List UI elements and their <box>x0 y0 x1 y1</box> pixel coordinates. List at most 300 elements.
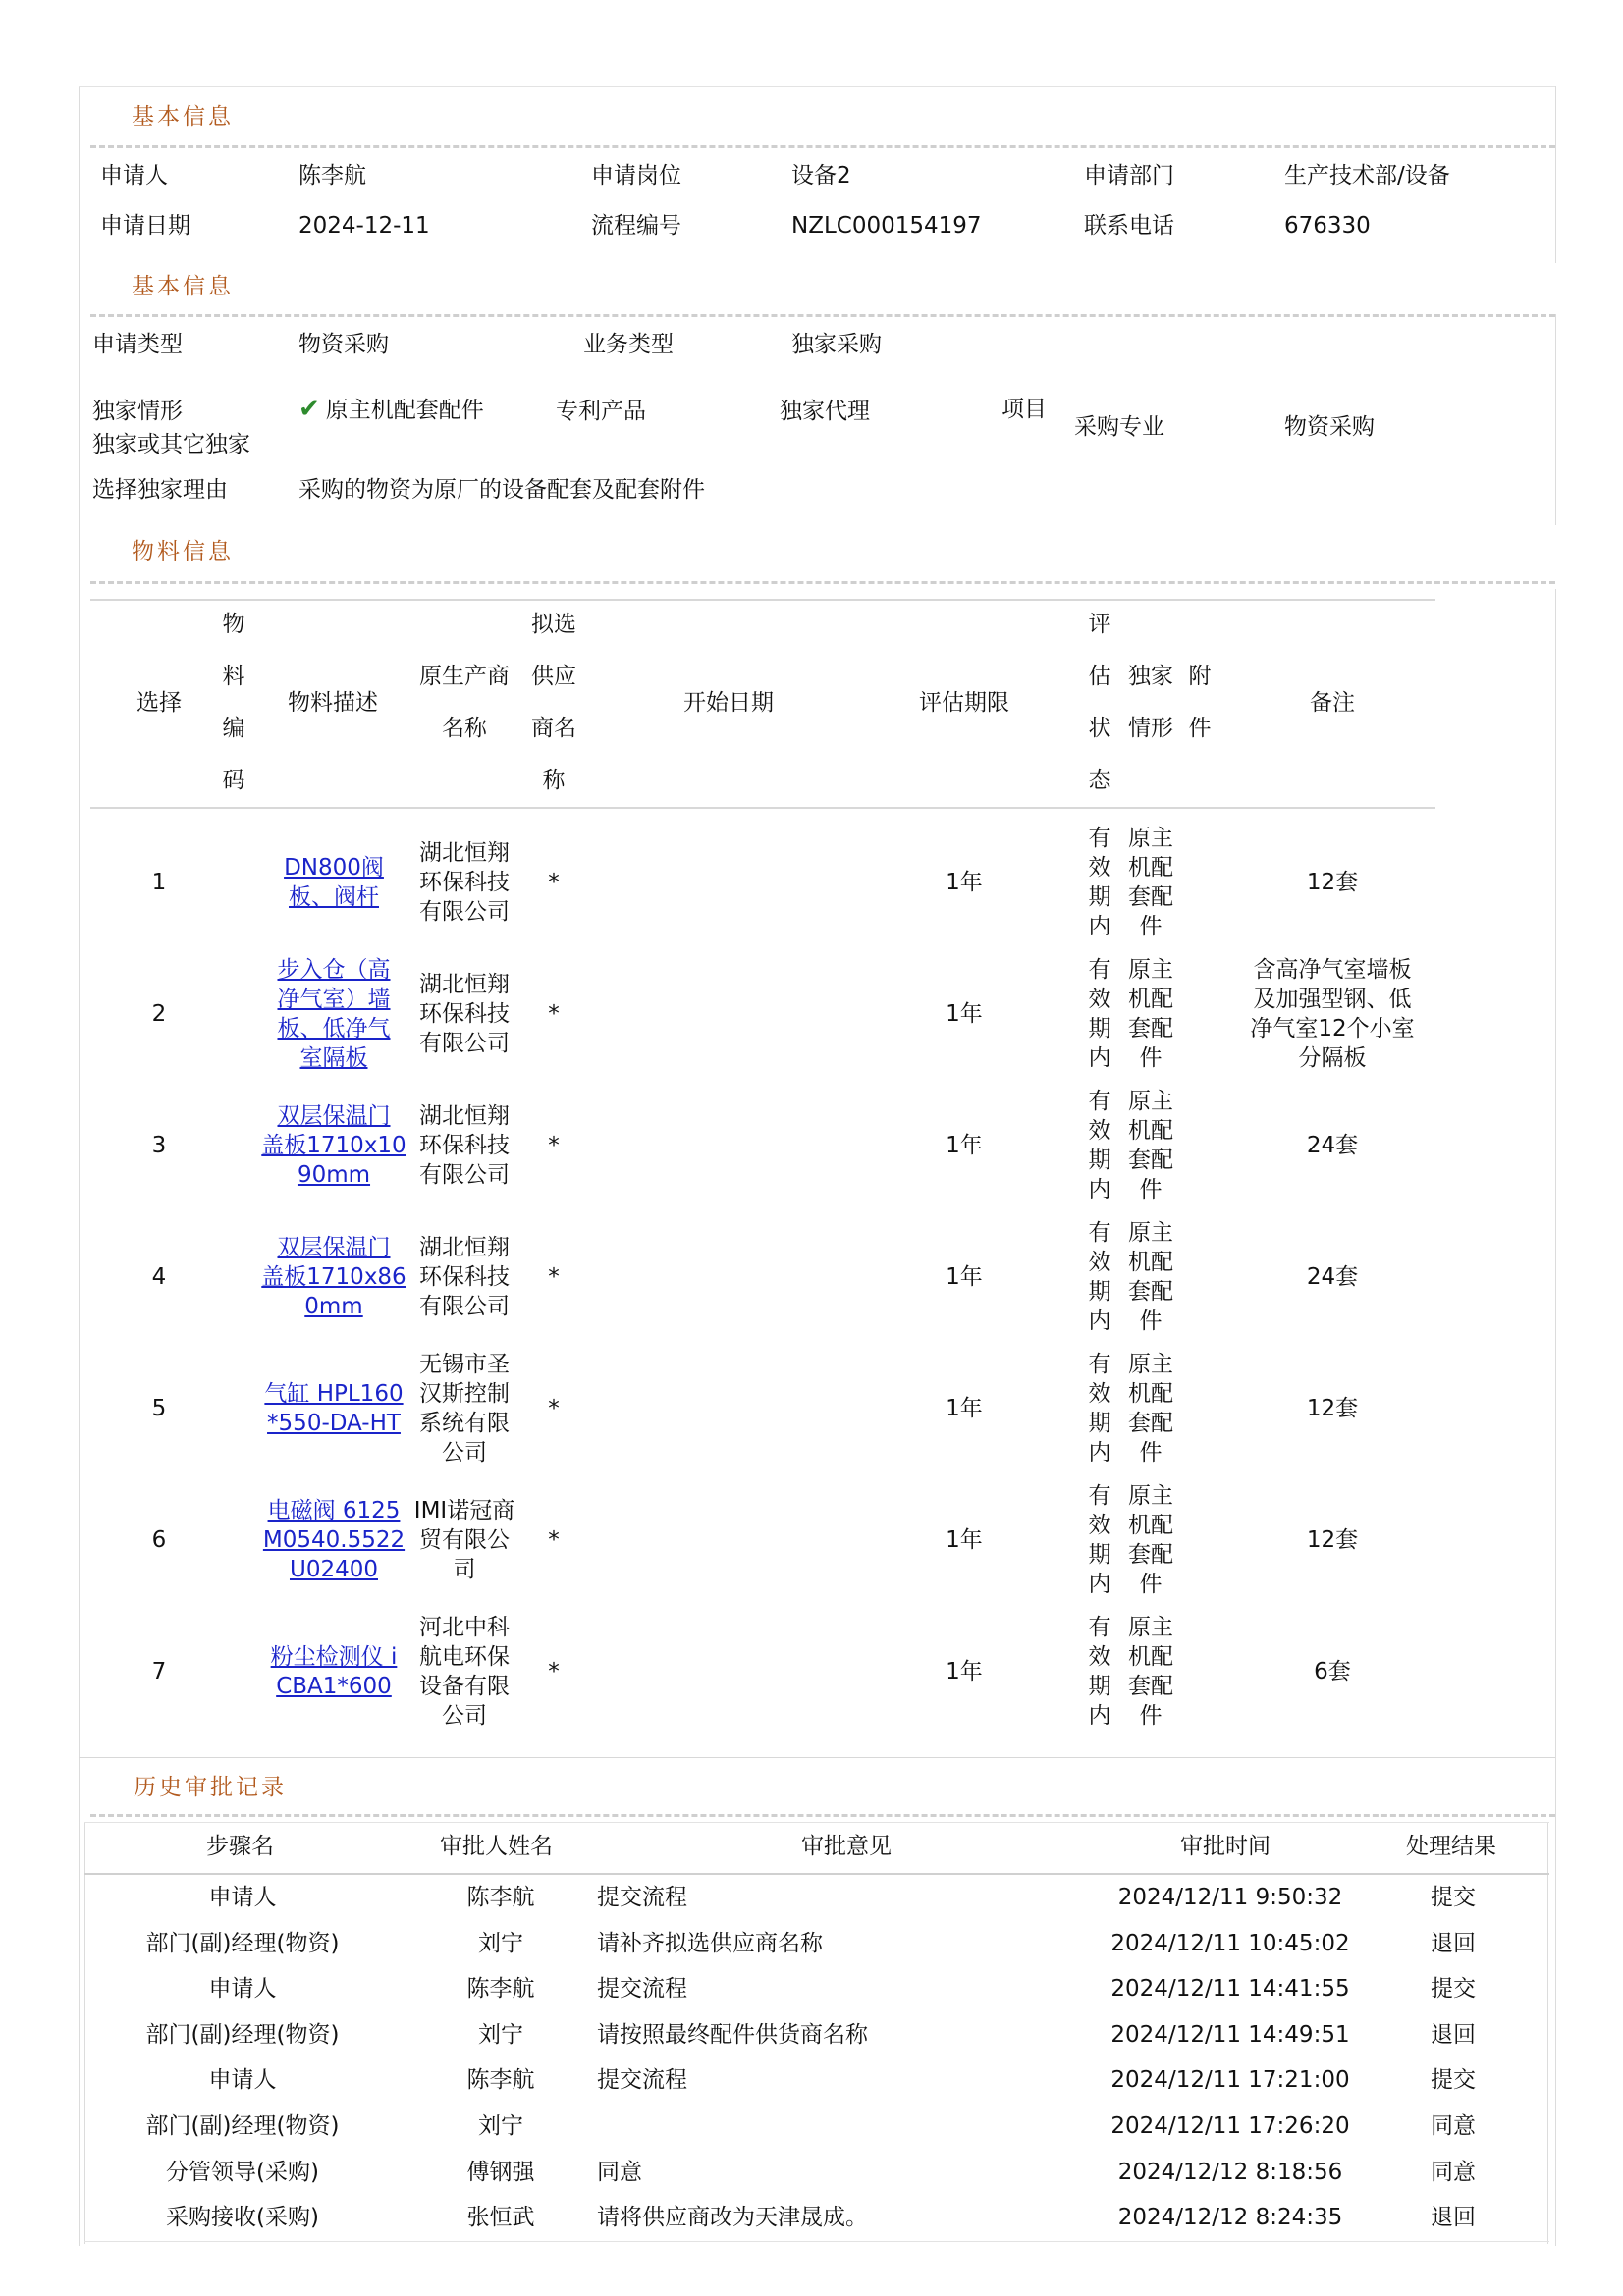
apply-type-label: 申请类型 <box>92 332 183 357</box>
row-number-line: 2 <box>151 1001 167 1027</box>
history-step: 申请人 <box>208 2067 277 2094</box>
sole-option-oem[interactable] <box>298 395 484 425</box>
material-description-link-line[interactable]: M0540.5522 <box>262 1527 406 1553</box>
sole-source-type <box>1121 955 1180 1073</box>
remark-line: 12套 <box>1306 1396 1359 1421</box>
header-supplier-line: 商名 <box>531 716 576 741</box>
history-step: 采购接收(采购) <box>166 2205 319 2231</box>
sole-source-type-line: 套配 <box>1128 1279 1173 1305</box>
evaluation-status-line: 有 <box>1088 826 1111 851</box>
history-header-name: 审批人姓名 <box>440 1834 553 1859</box>
sole-source-type-line: 原主 <box>1128 1352 1173 1377</box>
header-status-line: 估 <box>1088 664 1111 689</box>
sole-source-type <box>1121 1350 1180 1468</box>
evaluation-status-line: 期 <box>1088 1279 1111 1305</box>
row-number-line: 1 <box>151 870 167 895</box>
sole-source-type-line: 套配 <box>1128 1148 1173 1173</box>
history-table-right <box>1547 1822 1548 2244</box>
header-supplier-line: 供应 <box>531 664 576 689</box>
maker-name-line: 汉斯控制 <box>419 1381 510 1407</box>
evaluation-status <box>1080 1613 1119 1731</box>
maker-name <box>410 1350 518 1468</box>
header-code-line: 料 <box>222 664 245 689</box>
row-number <box>110 868 208 897</box>
dept-label: 申请部门 <box>1084 163 1174 188</box>
material-description-link-line[interactable]: CBA1*600 <box>276 1674 392 1699</box>
sole-source-type-line: 套配 <box>1128 1542 1173 1568</box>
supplier-name-line: * <box>548 1001 560 1027</box>
evaluation-status-line: 内 <box>1088 1440 1111 1466</box>
maker-name-line: 有限公司 <box>419 1162 510 1188</box>
section-divider <box>90 1814 1555 1817</box>
history-step: 申请人 <box>208 1885 277 1910</box>
table-row <box>90 1606 1435 1737</box>
history-opinion: 请补齐拟选供应商名称 <box>597 1930 823 1956</box>
frame-right-border-2 <box>1555 314 1556 525</box>
sole-source-type-line: 机配 <box>1128 1118 1173 1144</box>
history-opinion: 提交流程 <box>597 1885 687 1910</box>
material-description-link-line[interactable]: 0mm <box>304 1294 363 1319</box>
table-row <box>90 1080 1435 1211</box>
sole-source-type-line: 机配 <box>1128 855 1173 881</box>
supplier-name <box>522 1131 585 1160</box>
material-description-link-line[interactable]: 板、低净气 <box>277 1016 391 1041</box>
evaluation-period <box>876 999 1053 1029</box>
evaluation-status-line: 期 <box>1088 884 1111 910</box>
sole-option-item[interactable]: 项目 <box>1001 397 1047 422</box>
evaluation-status-line: 内 <box>1088 1703 1111 1729</box>
header-maker-line: 名称 <box>442 716 487 741</box>
maker-name <box>410 970 518 1058</box>
sole-source-type-line: 机配 <box>1128 987 1173 1012</box>
history-name: 陈李航 <box>466 2067 535 2094</box>
remark-line: 12套 <box>1306 870 1359 895</box>
evaluation-status-line: 效 <box>1088 1644 1111 1670</box>
sole-source-type-line: 原主 <box>1128 1615 1173 1640</box>
maker-name-line: 湖北恒翔 <box>419 840 510 866</box>
sole-source-type-line: 机配 <box>1128 1381 1173 1407</box>
material-description-link-line[interactable]: *550-DA-HT <box>267 1411 401 1436</box>
major-label: 采购专业 <box>1074 414 1164 440</box>
evaluation-status-line: 有 <box>1088 1483 1111 1509</box>
sole-source-type-line: 机配 <box>1128 1513 1173 1538</box>
evaluation-status-line: 效 <box>1088 1250 1111 1275</box>
history-step: 部门(副)经理(物资) <box>145 2021 340 2048</box>
flow-value: NZLC000154197 <box>791 213 982 239</box>
remark <box>1229 955 1435 1073</box>
evaluation-status-line: 内 <box>1088 1177 1111 1202</box>
frame-right-border <box>1555 86 1556 263</box>
header-maker-line: 原生产商 <box>419 664 510 689</box>
evaluation-status-line: 期 <box>1088 1148 1111 1173</box>
row-number-line: 5 <box>151 1396 167 1421</box>
phone-value: 676330 <box>1284 213 1371 239</box>
history-time: 2024/12/12 8:18:56 <box>1117 2159 1343 2185</box>
sole-label: 独家情形 <box>92 399 183 424</box>
history-result: 同意 <box>1431 2113 1476 2139</box>
material-description-link-line[interactable]: 步入仓（高 <box>277 957 391 983</box>
history-time: 2024/12/11 14:41:55 <box>1110 1976 1350 2002</box>
history-time: 2024/12/12 8:24:35 <box>1117 2205 1343 2231</box>
sole-source-type-line: 机配 <box>1128 1250 1173 1275</box>
section-divider <box>90 581 1555 584</box>
reason-value: 采购的物资为原厂的设备配套及配套附件 <box>298 477 705 503</box>
row-number <box>110 1657 208 1686</box>
header-attach-line: 附 <box>1188 664 1212 689</box>
supplier-name-line: * <box>548 870 560 895</box>
material-description-link-line[interactable]: 双层保温门 <box>277 1235 391 1260</box>
maker-name-line: 环保科技 <box>419 1264 510 1290</box>
maker-name <box>410 838 518 927</box>
history-step: 部门(副)经理(物资) <box>145 2113 340 2139</box>
applicant-label: 申请人 <box>100 163 168 188</box>
sole-source-type-line: 件 <box>1139 1703 1163 1729</box>
evaluation-period <box>876 1525 1053 1555</box>
material-description-link-line[interactable]: 电磁阀 6125 <box>267 1498 401 1523</box>
row-number <box>110 1262 208 1292</box>
frame-right-border-3 <box>1555 589 1556 1757</box>
evaluation-period <box>876 1657 1053 1686</box>
history-result: 同意 <box>1431 2159 1476 2185</box>
history-table-top <box>84 1822 1549 1823</box>
sole-source-type-line: 原主 <box>1128 1483 1173 1509</box>
remark-line: 24套 <box>1306 1264 1359 1290</box>
evaluation-status-line: 期 <box>1088 1542 1111 1568</box>
maker-name-line: 贸有限公 <box>419 1527 510 1553</box>
supplier-name <box>522 868 585 897</box>
table-row <box>90 817 1435 948</box>
sole-source-type-line: 件 <box>1139 1045 1163 1071</box>
biz-type-label: 业务类型 <box>583 332 674 357</box>
frame-left-border <box>79 86 80 2246</box>
maker-name <box>410 1496 518 1584</box>
evaluation-status <box>1080 1087 1119 1204</box>
supplier-name-line: * <box>548 1264 560 1290</box>
material-description-link[interactable] <box>259 955 408 1073</box>
material-description-link-line[interactable]: 室隔板 <box>299 1045 368 1071</box>
remark <box>1229 1131 1435 1160</box>
table-row <box>90 1474 1435 1606</box>
sole-source-type-line: 套配 <box>1128 1016 1173 1041</box>
remark <box>1229 1525 1435 1555</box>
evaluation-status-line: 效 <box>1088 1513 1111 1538</box>
material-description-link[interactable] <box>259 1496 408 1584</box>
remark-line: 24套 <box>1306 1133 1359 1158</box>
history-row <box>84 1974 1547 2020</box>
header-status-line: 状 <box>1088 716 1111 741</box>
material-description-link[interactable] <box>259 1642 408 1701</box>
evaluation-period-line: 1年 <box>946 1659 983 1684</box>
material-description-link[interactable] <box>259 1233 408 1321</box>
maker-name-line: 湖北恒翔 <box>419 1235 510 1260</box>
section-title-materials: 物料信息 <box>132 539 234 564</box>
evaluation-period <box>876 1262 1053 1292</box>
evaluation-status-line: 效 <box>1088 1118 1111 1144</box>
major-value: 物资采购 <box>1284 414 1375 440</box>
header-code-line: 码 <box>222 768 245 793</box>
evaluation-status-line: 内 <box>1088 1308 1111 1334</box>
history-row <box>84 2065 1547 2111</box>
post-value: 设备2 <box>791 163 851 188</box>
history-result: 提交 <box>1431 1885 1476 1910</box>
evaluation-status <box>1080 1218 1119 1336</box>
header-code-line: 物 <box>222 612 245 637</box>
header-remark: 备注 <box>1310 690 1355 716</box>
maker-name-line: 司 <box>453 1557 476 1582</box>
sole-option-patent[interactable]: 专利产品 <box>556 399 646 424</box>
table-row <box>90 1343 1435 1474</box>
sole-option-oem-label: 原主机配套配件 <box>325 398 484 423</box>
maker-name-line: 公司 <box>442 1703 487 1729</box>
material-description-link-line[interactable]: 板、阀杆 <box>289 884 379 910</box>
materials-table <box>90 599 1435 1747</box>
sole-option-agent[interactable]: 独家代理 <box>780 399 870 424</box>
history-result: 提交 <box>1431 1976 1476 2002</box>
evaluation-status-line: 内 <box>1088 1045 1111 1071</box>
evaluation-status <box>1080 1481 1119 1599</box>
material-description-link[interactable] <box>259 853 408 912</box>
history-time: 2024/12/11 17:26:20 <box>1110 2113 1350 2139</box>
evaluation-status-line: 内 <box>1088 914 1111 939</box>
header-status-line: 态 <box>1088 768 1111 793</box>
row-number-line: 3 <box>151 1133 167 1158</box>
history-name: 傅钢强 <box>466 2159 535 2185</box>
maker-name-line: 环保科技 <box>419 1133 510 1158</box>
evaluation-status-line: 有 <box>1088 1220 1111 1246</box>
apply-type-value: 物资采购 <box>298 332 389 357</box>
row-number <box>110 999 208 1029</box>
sole-source-type <box>1121 1218 1180 1336</box>
maker-name-line: 有限公司 <box>419 899 510 925</box>
material-description-link-line[interactable]: 净气室）墙 <box>277 987 391 1012</box>
history-header-step: 步骤名 <box>206 1834 274 1859</box>
material-description-link[interactable] <box>259 1101 408 1190</box>
history-result: 提交 <box>1431 2067 1476 2094</box>
history-time: 2024/12/11 17:21:00 <box>1110 2067 1350 2094</box>
evaluation-period-line: 1年 <box>946 1527 983 1553</box>
maker-name-line: 航电环保 <box>419 1644 510 1670</box>
evaluation-status-line: 有 <box>1088 1352 1111 1377</box>
material-description-link-line[interactable]: 盖板1710x10 <box>261 1133 406 1158</box>
history-header-time: 审批时间 <box>1180 1834 1271 1859</box>
evaluation-status-line: 有 <box>1088 1089 1111 1114</box>
reason-label: 选择独家理由 <box>92 477 228 503</box>
history-table-bottom <box>84 2241 1549 2242</box>
evaluation-status-line: 效 <box>1088 987 1111 1012</box>
history-name: 陈李航 <box>466 1885 535 1910</box>
evaluation-status-line: 效 <box>1088 1381 1111 1407</box>
header-supplier-line: 拟选 <box>531 612 576 637</box>
material-description-link[interactable] <box>259 1379 408 1438</box>
sole-source-type-line: 机配 <box>1128 1644 1173 1670</box>
supplier-name-line: * <box>548 1527 560 1553</box>
evaluation-status <box>1080 1350 1119 1468</box>
row-number <box>110 1131 208 1160</box>
history-opinion: 提交流程 <box>597 2067 687 2094</box>
history-step: 申请人 <box>208 1976 277 2002</box>
material-description-link-line[interactable]: DN800阀 <box>284 855 384 881</box>
frame-top-border <box>79 86 1555 87</box>
history-name: 陈李航 <box>466 1976 535 2002</box>
material-description-link-line[interactable]: 气缸 HPL160 <box>264 1381 404 1407</box>
remark-line: 12套 <box>1306 1527 1359 1553</box>
history-time: 2024/12/11 9:50:32 <box>1117 1885 1343 1910</box>
evaluation-period <box>876 1131 1053 1160</box>
section-divider <box>90 145 1555 148</box>
history-opinion: 请将供应商改为天津晟成。 <box>597 2205 868 2231</box>
biz-type-value: 独家采购 <box>791 332 882 357</box>
evaluation-status-line: 期 <box>1088 1411 1111 1436</box>
header-sole-line: 情形 <box>1128 716 1173 741</box>
maker-name-line: 有限公司 <box>419 1294 510 1319</box>
history-opinion: 同意 <box>597 2159 642 2185</box>
history-step: 部门(副)经理(物资) <box>145 1930 340 1956</box>
history-header-bottom <box>84 1873 1549 1875</box>
row-number <box>110 1394 208 1423</box>
history-result: 退回 <box>1431 2021 1476 2048</box>
sole-source-type <box>1121 1613 1180 1731</box>
history-header-opinion: 审批意见 <box>801 1834 892 1859</box>
material-description-link-line[interactable]: 粉尘检测仪 i <box>270 1644 398 1670</box>
history-name: 刘宁 <box>478 1930 523 1956</box>
row-number-line: 4 <box>151 1264 167 1290</box>
sole-source-type-line: 套配 <box>1128 1411 1173 1436</box>
evaluation-status-line: 期 <box>1088 1016 1111 1041</box>
history-opinion: 提交流程 <box>597 1976 687 2002</box>
maker-name-line: 设备有限 <box>419 1674 510 1699</box>
supplier-name <box>522 1525 585 1555</box>
post-label: 申请岗位 <box>591 163 681 188</box>
header-sole-line: 独家 <box>1128 664 1173 689</box>
maker-name-line: IMI诺冠商 <box>413 1498 515 1523</box>
supplier-name-line: * <box>548 1659 560 1684</box>
evaluation-status-line: 有 <box>1088 957 1111 983</box>
applicant-value: 陈李航 <box>298 163 366 188</box>
header-start-date: 开始日期 <box>683 690 774 716</box>
evaluation-status-line: 期 <box>1088 1674 1111 1699</box>
maker-name <box>410 1613 518 1731</box>
table-header-bottom-border <box>90 807 1435 809</box>
history-result: 退回 <box>1431 1930 1476 1956</box>
maker-name-line: 有限公司 <box>419 1031 510 1056</box>
remark <box>1229 868 1435 897</box>
evaluation-period-line: 1年 <box>946 870 983 895</box>
header-attach-line: 件 <box>1188 716 1212 741</box>
date-value: 2024-12-11 <box>298 213 430 239</box>
remark-line: 净气室12个小室 <box>1250 1016 1415 1041</box>
sole-source-type <box>1121 1087 1180 1204</box>
sole-source-type-line: 件 <box>1139 1308 1163 1334</box>
maker-name-line: 河北中科 <box>419 1615 510 1640</box>
header-period: 评估期限 <box>919 690 1009 716</box>
sole-source-type-line: 原主 <box>1128 826 1173 851</box>
sole-source-type-line: 件 <box>1139 1572 1163 1597</box>
evaluation-period-line: 1年 <box>946 1396 983 1421</box>
history-step: 分管领导(采购) <box>166 2159 319 2185</box>
header-code-line: 编 <box>222 716 245 741</box>
sole-source-type <box>1121 1481 1180 1599</box>
evaluation-period-line: 1年 <box>946 1001 983 1027</box>
remark <box>1229 1262 1435 1292</box>
maker-name-line: 系统有限 <box>419 1411 510 1436</box>
evaluation-period <box>876 868 1053 897</box>
evaluation-status-line: 效 <box>1088 855 1111 881</box>
row-number <box>110 1525 208 1555</box>
material-description-link-line[interactable]: 90mm <box>297 1162 371 1188</box>
section-title-history: 历史审批记录 <box>134 1775 287 1800</box>
section-title-basic-info: 基本信息 <box>132 104 234 130</box>
row-number-line: 6 <box>151 1527 167 1553</box>
date-label: 申请日期 <box>100 213 190 239</box>
materials-bottom-border <box>79 1757 1555 1758</box>
history-name: 刘宁 <box>478 2113 523 2139</box>
header-select: 选择 <box>136 690 182 716</box>
sole-source-type-line: 套配 <box>1128 884 1173 910</box>
evaluation-status <box>1080 955 1119 1073</box>
history-time: 2024/12/11 10:45:02 <box>1110 1930 1350 1956</box>
history-time: 2024/12/11 14:49:51 <box>1110 2021 1350 2048</box>
maker-name-line: 环保科技 <box>419 870 510 895</box>
remark-line: 及加强型钢、低 <box>1253 987 1412 1012</box>
supplier-name-line: * <box>548 1396 560 1421</box>
header-desc: 物料描述 <box>288 690 378 716</box>
sole-source-type-line: 件 <box>1139 914 1163 939</box>
frame-right-border-4 <box>1555 1757 1556 2246</box>
sole-source-type-line: 套配 <box>1128 1674 1173 1699</box>
remark <box>1229 1657 1435 1686</box>
sole-source-type-line: 原主 <box>1128 1220 1173 1246</box>
history-result: 退回 <box>1431 2205 1476 2231</box>
evaluation-status-line: 内 <box>1088 1572 1111 1597</box>
header-status-line: 评 <box>1088 612 1111 637</box>
history-header-result: 处理结果 <box>1406 1834 1496 1859</box>
history-opinion: 请按照最终配件供货商名称 <box>597 2021 868 2048</box>
table-top-border <box>90 599 1435 601</box>
history-row <box>84 1883 1547 1929</box>
supplier-name <box>522 1657 585 1686</box>
maker-name <box>410 1101 518 1190</box>
remark-line: 含高净气室墙板 <box>1253 957 1412 983</box>
supplier-name-line: * <box>548 1133 560 1158</box>
material-description-link-line[interactable]: U02400 <box>289 1557 378 1582</box>
sole-source-type-line: 件 <box>1139 1177 1163 1202</box>
sole-option-other[interactable]: 独家或其它独家 <box>92 432 250 457</box>
supplier-name <box>522 1262 585 1292</box>
maker-name-line: 无锡市圣 <box>419 1352 510 1377</box>
sole-source-type-line: 原主 <box>1128 957 1173 983</box>
maker-name-line: 湖北恒翔 <box>419 1103 510 1129</box>
table-row <box>90 948 1435 1080</box>
header-supplier-line: 称 <box>542 768 566 793</box>
evaluation-period <box>876 1394 1053 1423</box>
history-row <box>84 2111 1547 2158</box>
sole-source-type-line: 原主 <box>1128 1089 1173 1114</box>
maker-name <box>410 1233 518 1321</box>
material-description-link-line[interactable]: 盖板1710x86 <box>261 1264 406 1290</box>
history-row <box>84 2158 1547 2204</box>
history-row <box>84 1929 1547 1975</box>
material-description-link-line[interactable]: 双层保温门 <box>277 1103 391 1129</box>
maker-name-line: 公司 <box>442 1440 487 1466</box>
evaluation-status <box>1080 824 1119 941</box>
evaluation-period-line: 1年 <box>946 1264 983 1290</box>
history-name: 张恒武 <box>466 2205 535 2231</box>
history-row <box>84 2020 1547 2066</box>
check-icon: ✔ <box>298 395 320 424</box>
flow-label: 流程编号 <box>591 213 681 239</box>
remark-line: 6套 <box>1314 1659 1351 1684</box>
supplier-name <box>522 999 585 1029</box>
